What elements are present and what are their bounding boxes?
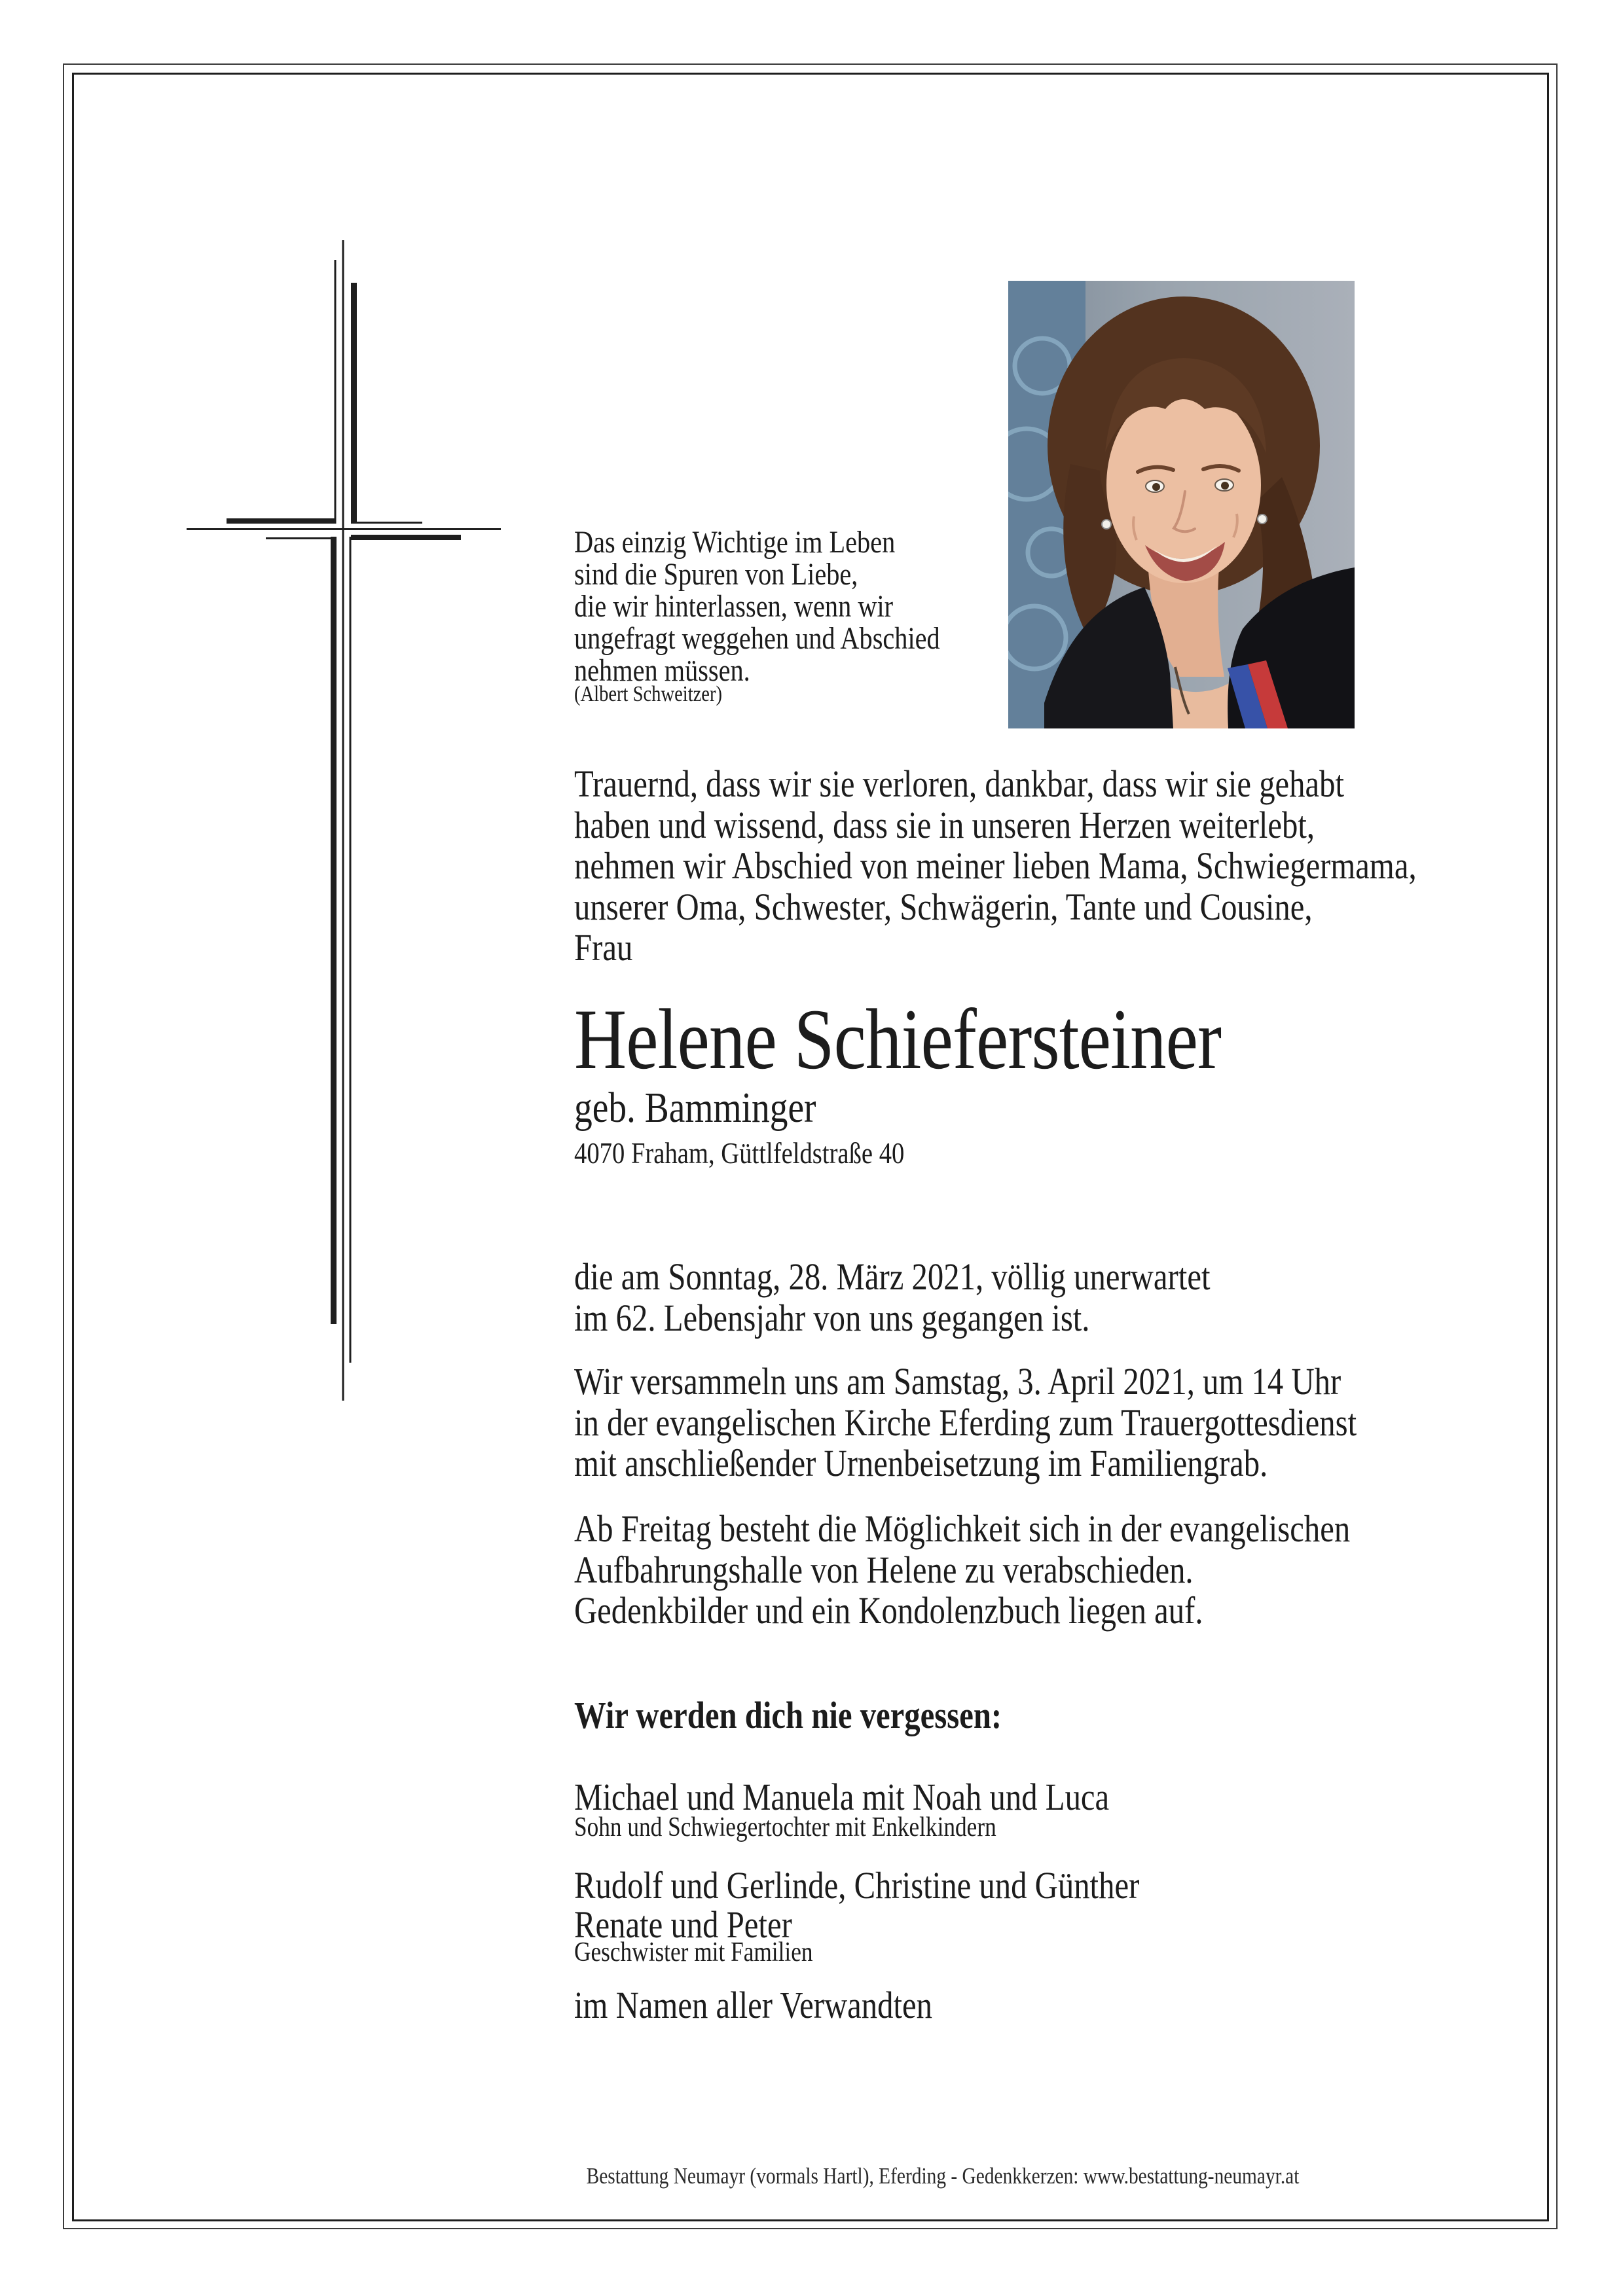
mourning-intro [574,764,1417,969]
farewell-notice-line: Ab Freitag besteht die Möglichkeit sich in der evangelischen [574,1507,1351,1550]
intro-line: unserer Oma, Schwester, Schwägerin, Tante und Cousine, [574,885,1313,928]
farewell-notice [574,1509,1350,1632]
quote-line: die wir hinterlassen, wenn wir [574,589,894,624]
funeral-notice-line: in der evangelischen Kirche Eferding zum Trauergottesdienst [574,1401,1357,1444]
quote-line: nehmen müssen. [574,653,750,688]
quote-line: ungefragt weggehen und Abschied [574,621,940,656]
memorial-cross-icon [183,236,511,1410]
quote-line: Das einzig Wichtige im Leben [574,525,896,560]
mourner-names: Renate und Peter [574,1903,792,1946]
mourner-relation: Geschwister mit Familien [574,1937,813,1967]
quote-attribution: (Albert Schweitzer) [574,682,722,706]
deceased-birth-name: geb. Bamminger [574,1084,816,1132]
memorial-quote [574,526,940,687]
death-notice-line: im 62. Lebensjahr von uns gegangen ist. [574,1296,1090,1339]
intro-line: nehmen wir Abschied von meiner lieben Mama, Schwiegermama, [574,844,1417,887]
mourner-names: Michael und Manuela mit Noah und Luca [574,1776,1110,1818]
mourner-names: Rudolf und Gerlinde, Christine und Günther [574,1864,1140,1907]
portrait-photo [1008,281,1355,728]
deceased-address: 4070 Fraham, Güttlfeldstraße 40 [574,1136,905,1170]
deceased-name: Helene Schiefersteiner [574,991,1222,1087]
remembrance-closing: im Namen aller Verwandten [574,1984,933,2026]
intro-line: haben und wissend, dass sie in unseren Herzen weiterlebt, [574,803,1315,846]
quote-line: sind die Spuren von Liebe, [574,557,858,592]
farewell-notice-line: Gedenkbilder und ein Kondolenzbuch liegen auf. [574,1589,1203,1632]
funeral-notice-line: mit anschließender Urnenbeisetzung im Familiengrab. [574,1442,1268,1484]
funeral-notice [574,1361,1357,1484]
farewell-notice-line: Aufbahrungshalle von Helene zu verabschieden. [574,1548,1194,1591]
funeral-notice-line: Wir versammeln uns am Samstag, 3. April 2021, um 14 Uhr [574,1360,1341,1403]
funeral-home-footer: Bestattung Neumayr (vormals Hartl), Eferding - Gedenkkerzen: www.bestattung-neumayr.at [586,2163,1300,2189]
intro-line: Frau [574,926,633,969]
mourner-relation: Sohn und Schwiegertochter mit Enkelkindern [574,1812,996,1842]
death-notice [574,1257,1210,1338]
remembrance-heading: Wir werden dich nie vergessen: [574,1694,1002,1736]
intro-line: Trauernd, dass wir sie verloren, dankbar, dass wir sie gehabt [574,762,1345,805]
death-notice-line: die am Sonntag, 28. März 2021, völlig unerwartet [574,1255,1211,1298]
